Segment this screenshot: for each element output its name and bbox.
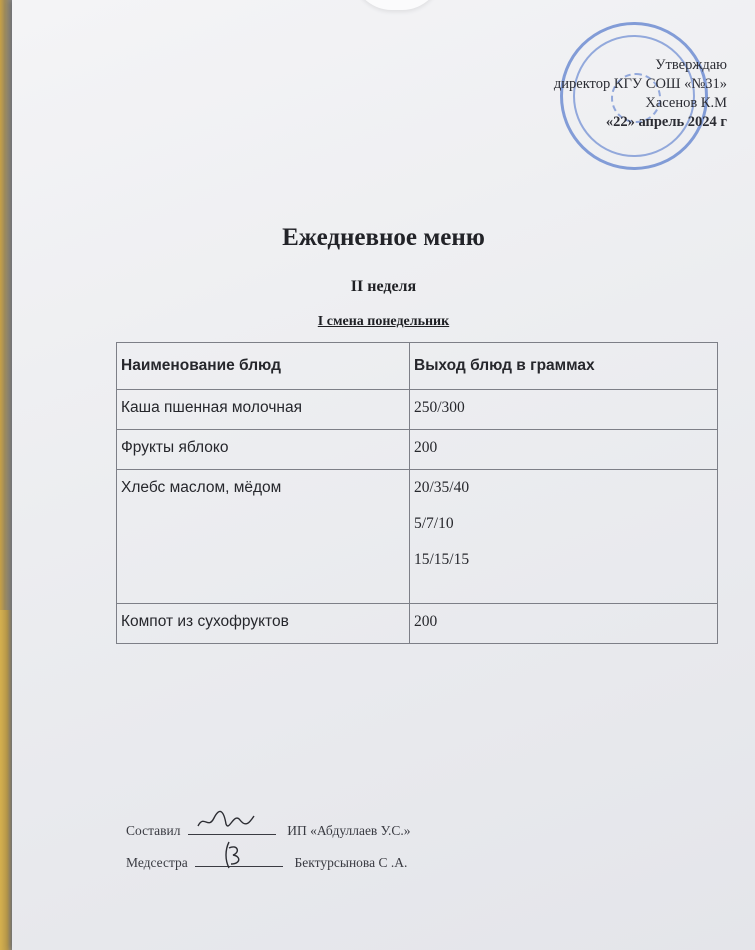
portion-value: 15/15/15: [414, 551, 470, 568]
compiled-label: Составил: [126, 823, 181, 838]
week-label: II неделя: [350, 278, 417, 295]
dish-cell: Хлебс маслом, мёдом: [117, 470, 410, 604]
handwritten-signature-icon: [203, 840, 263, 870]
dish-cell: Компот из сухофруктов: [117, 604, 410, 644]
portion-cell: 200: [410, 604, 718, 644]
approval-name: Хасенов К.М: [645, 95, 727, 111]
nurse-name: Бектурсынова С .А.: [294, 855, 408, 870]
table-row: [117, 430, 718, 470]
signature-compiled: [188, 822, 276, 835]
approval-heading: Утверждаю: [655, 57, 727, 73]
dish-cell: Фрукты яблоко: [117, 430, 410, 470]
nurse-label: Медсестра: [126, 855, 188, 870]
binder-edge-lower: [0, 610, 12, 950]
approval-position: директор КГУ СОШ «№31»: [553, 76, 727, 92]
menu-table: [116, 342, 718, 644]
compiled-by-line: [126, 822, 411, 839]
portion-cell: 200: [410, 430, 718, 470]
approval-block: [477, 56, 727, 132]
portion-cell: 250/300: [410, 390, 718, 430]
compiled-name: ИП «Абдуллаев У.С.»: [287, 823, 411, 838]
page-title: Ежедневное меню: [282, 224, 485, 251]
table-row: [117, 470, 718, 604]
shift-label: I смена понедельник: [317, 314, 450, 329]
portion-cell: [410, 470, 718, 604]
table-header-row: [117, 343, 718, 390]
dish-cell: Каша пшенная молочная: [117, 390, 410, 430]
header-portion: Выход блюд в граммах: [410, 343, 718, 390]
punch-hole: [352, 0, 442, 10]
portion-value: 20/35/40: [414, 479, 470, 496]
nurse-line: [126, 854, 407, 871]
handwritten-signature-icon: [196, 808, 256, 834]
approval-date: «22» апрель 2024 г: [605, 114, 727, 130]
signature-nurse: [195, 854, 283, 867]
table-row: [117, 604, 718, 644]
table-row: [117, 390, 718, 430]
portion-value: 5/7/10: [414, 515, 454, 532]
header-dish: Наименование блюд: [117, 343, 410, 390]
